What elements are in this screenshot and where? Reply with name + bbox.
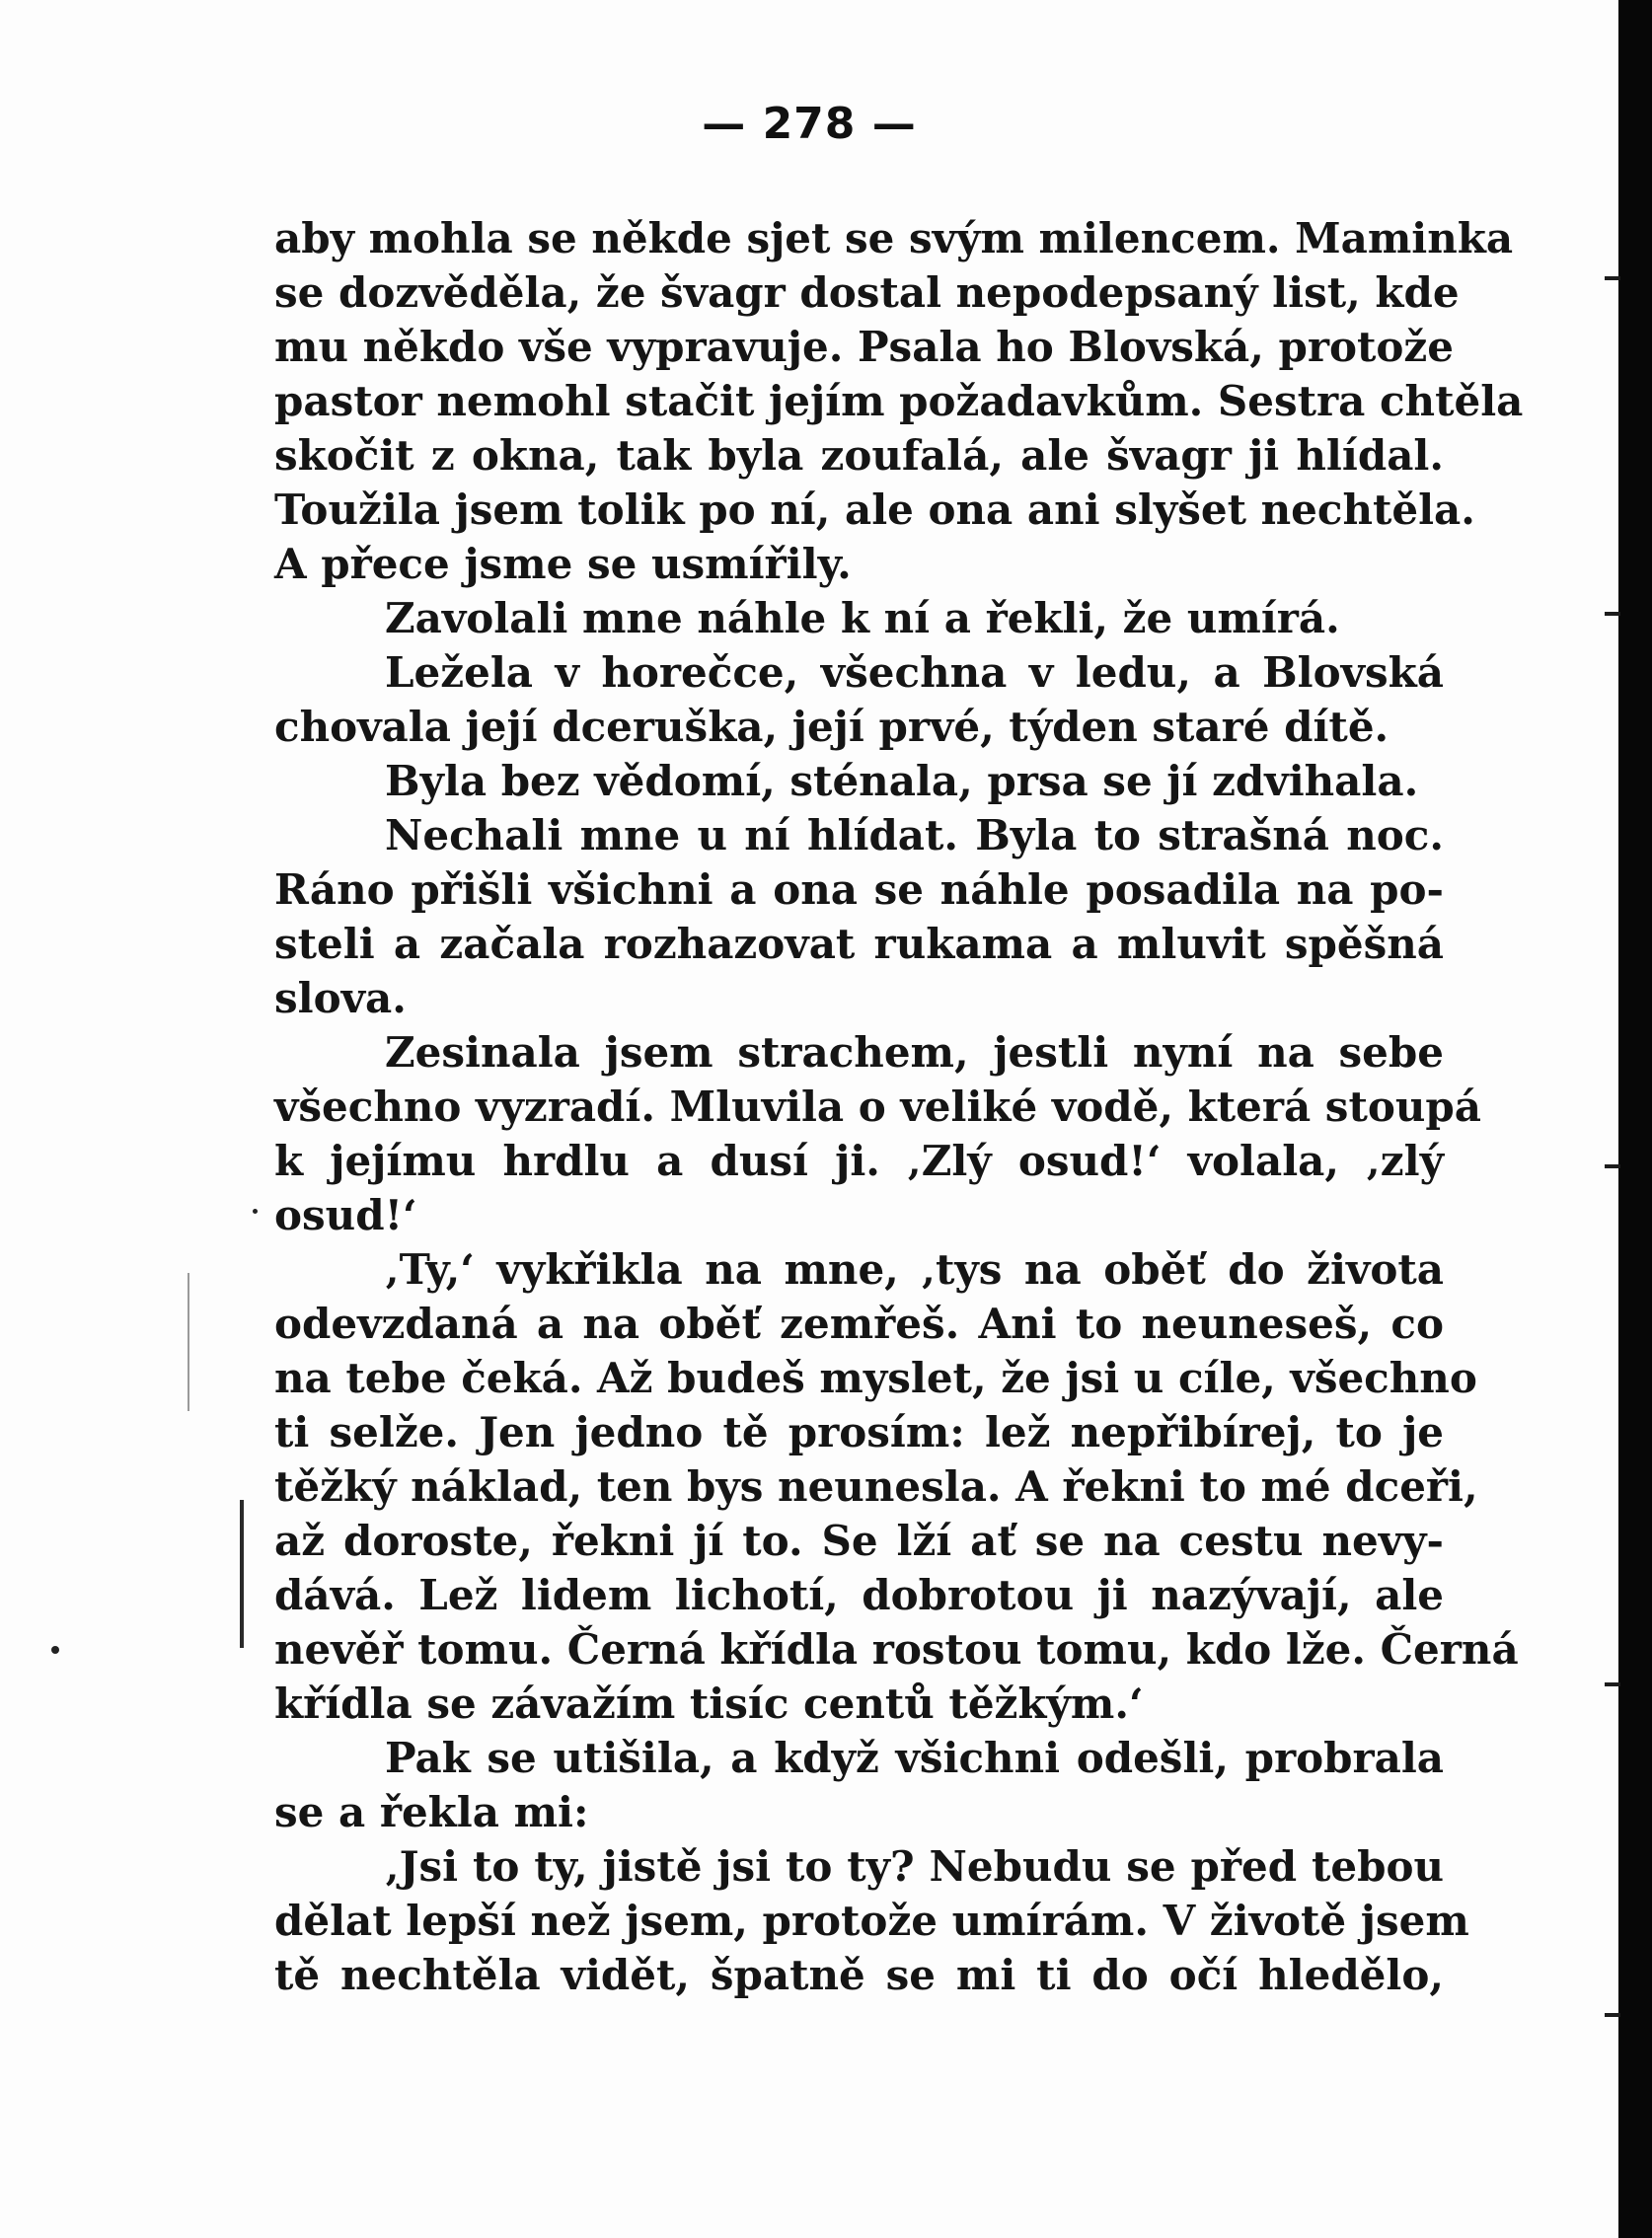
- text-line: Pak se utišila, a když všichni odešli, probrala: [385, 1734, 1444, 1782]
- text-line: skočit z okna, tak byla zoufalá, ale švagr ji hlídal.: [274, 431, 1444, 480]
- text-line: Nechali mne u ní hlídat. Byla to strašná noc.: [385, 811, 1444, 859]
- text-line: k jejímu hrdlu a dusí ji. ‚Zlý osud!‘ volala, ‚zlý: [274, 1137, 1444, 1185]
- text-line: ‚Jsi to ty, jistě jsi to ty? Nebudu se před tebou: [385, 1842, 1444, 1891]
- text-line: ti selže. Jen jedno tě prosím: lež nepřibírej, to je: [274, 1408, 1444, 1456]
- text-line: pastor nemohl stačit jejím požadavkům. Sestra chtěla: [274, 377, 1524, 425]
- speck: [253, 1209, 258, 1214]
- text-line: se a řekla mi:: [274, 1788, 589, 1836]
- text-line: nevěř tomu. Černá křídla rostou tomu, kdo lže. Černá: [274, 1625, 1519, 1674]
- text-line: těžký náklad, ten bys neunesla. A řekni to mé dceři,: [274, 1462, 1478, 1511]
- binding-mark: [1605, 276, 1620, 280]
- text-line: se dozvěděla, že švagr dostal nepodepsaný list, kde: [274, 268, 1460, 317]
- text-line: odevzdaná a na oběť zemřeš. Ani to neuneseš, co: [274, 1300, 1444, 1348]
- binding-mark: [1605, 1682, 1620, 1686]
- binding-mark: [1605, 1164, 1620, 1168]
- text-line: Zavolali mne náhle k ní a řekli, že umírá.: [385, 594, 1340, 642]
- binding-mark: [1605, 2013, 1620, 2017]
- text-line: Ležela v horečce, všechna v ledu, a Blovská: [385, 648, 1444, 697]
- page-number: — 278 —: [702, 99, 917, 149]
- margin-mark: [188, 1273, 189, 1411]
- text-line: všechno vyzradí. Mluvila o veliké vodě, která stoupá: [274, 1082, 1481, 1131]
- text-line: ‚Ty,‘ vykřikla na mne, ‚tys na oběť do života: [385, 1245, 1444, 1294]
- text-line: až doroste, řekni jí to. Se lží ať se na cestu nevy-: [274, 1517, 1444, 1565]
- margin-mark: [240, 1500, 244, 1648]
- text-line: Byla bez vědomí, sténala, prsa se jí zdvihala.: [385, 757, 1419, 805]
- text-line: A přece jsme se usmířily.: [274, 540, 852, 588]
- body-text: [274, 211, 1524, 2002]
- text-line: dělat lepší než jsem, protože umírám. V životě jsem: [274, 1897, 1469, 1945]
- speck: [51, 1646, 59, 1654]
- binding-mark: [1605, 612, 1620, 616]
- text-line: na tebe čeká. Až budeš myslet, že jsi u cíle, všechno: [274, 1354, 1477, 1402]
- text-line: aby mohla se někde sjet se svým milencem. Maminka: [274, 214, 1514, 262]
- text-line: Ráno přišli všichni a ona se náhle posadila na po-: [274, 865, 1444, 914]
- text-line: Toužila jsem tolik po ní, ale ona ani slyšet nechtěla.: [274, 485, 1475, 534]
- text-line: křídla se závažím tisíc centů těžkým.‘: [274, 1679, 1144, 1728]
- text-line: Zesinala jsem strachem, jestli nyní na sebe: [385, 1028, 1444, 1077]
- text-line: dává. Lež lidem lichotí, dobrotou ji nazývají, ale: [274, 1571, 1444, 1619]
- binding-strip: [1618, 0, 1652, 2238]
- text-line: tě nechtěla vidět, špatně se mi ti do očí hledělo,: [274, 1951, 1444, 1999]
- text-line: steli a začala rozhazovat rukama a mluvit spěšná: [274, 920, 1444, 968]
- text-line: slova.: [274, 974, 407, 1022]
- text-line: chovala její dceruška, její prvé, týden staré dítě.: [274, 703, 1389, 751]
- text-line: mu někdo vše vypravuje. Psala ho Blovská, protože: [274, 323, 1454, 371]
- text-line: osud!‘: [274, 1191, 417, 1239]
